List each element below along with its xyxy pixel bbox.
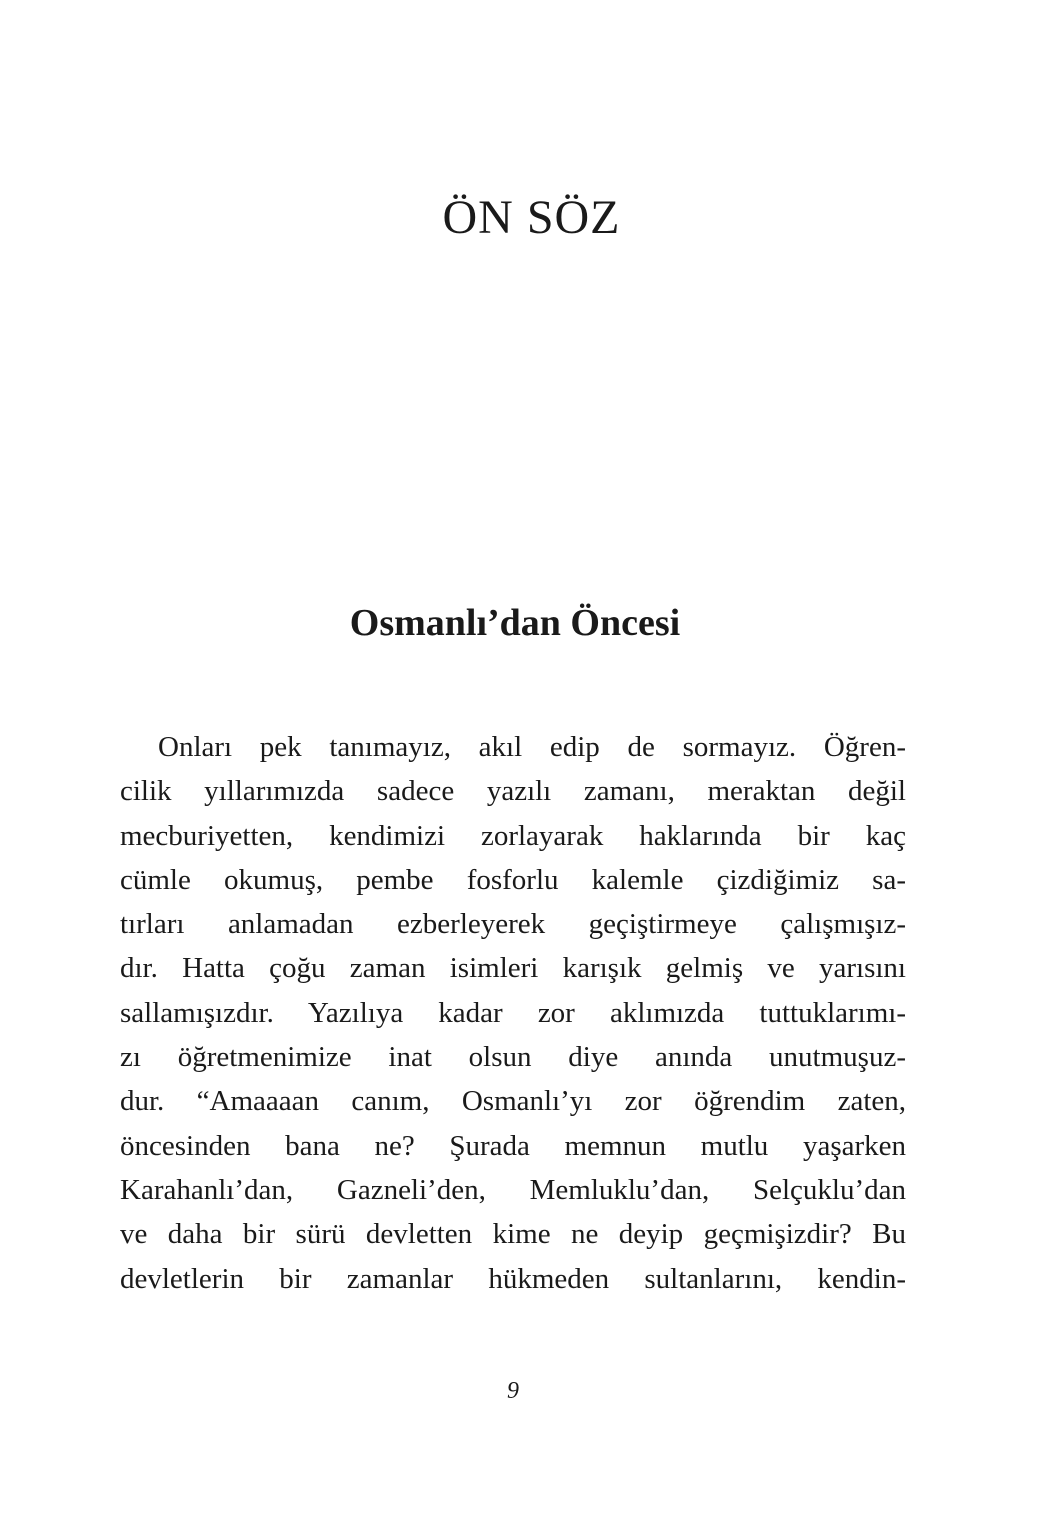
paragraph-line: devletlerin bir zamanlar hükmeden sultanlarını, kendin-	[120, 1262, 906, 1295]
page-number: 9	[507, 1378, 519, 1404]
paragraph-line: sallamışızdır. Yazılıya kadar zor aklımızda tuttuklarımı-	[120, 996, 906, 1029]
paragraph-line: öncesinden bana ne? Şurada memnun mutlu yaşarken	[120, 1129, 906, 1162]
paragraph-line: ve daha bir sürü devletten kime ne deyip geçmişizdir? Bu	[120, 1218, 906, 1251]
paragraph-line: cümle okumuş, pembe fosforlu kalemle çizdiğimiz sa-	[120, 863, 906, 896]
section-title: Osmanlı’dan Öncesi	[349, 602, 681, 644]
paragraph-line: dır. Hatta çoğu zaman isimleri karışık gelmiş ve yarısını	[120, 952, 906, 985]
paragraph-line: zı öğretmenimize inat olsun diye anında unutmuşuz-	[120, 1041, 906, 1074]
body-paragraph	[120, 725, 906, 1301]
paragraph-line: tırları anlamadan ezberleyerek geçiştirmeye çalışmışız-	[120, 908, 906, 941]
paragraph-line: Onları pek tanımayız, akıl edip de sormayız. Öğren-	[158, 731, 906, 763]
paragraph-line: dur. “Amaaaan canım, Osmanlı’yı zor öğrendim zaten,	[120, 1085, 906, 1118]
paragraph-line: Karahanlı’dan, Gazneli’den, Memluklu’dan, Selçuklu’dan	[120, 1173, 906, 1206]
paragraph-line: mecburiyetten, kendimizi zorlayarak haklarında bir kaç	[120, 819, 906, 852]
chapter-title: ÖN SÖZ	[442, 191, 621, 244]
paragraph-line: cilik yıllarımızda sadece yazılı zamanı, meraktan değil	[120, 775, 906, 808]
